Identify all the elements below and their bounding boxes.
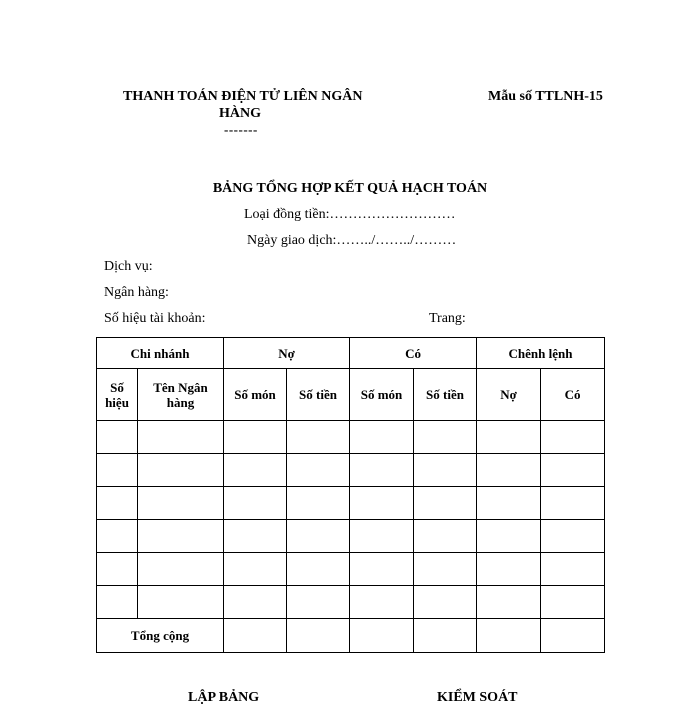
table-cell — [414, 454, 477, 487]
page-field: Trang: — [429, 311, 466, 326]
table-cell — [97, 454, 138, 487]
header-difference: Chênh lệnh — [477, 338, 605, 369]
table-cell — [541, 421, 605, 454]
table-cell — [224, 586, 287, 619]
total-label: Tổng cộng — [97, 619, 224, 653]
table-cell — [287, 487, 350, 520]
table-cell — [138, 487, 224, 520]
table-cell — [350, 520, 414, 553]
total-cell — [224, 619, 287, 653]
total-cell — [287, 619, 350, 653]
signature-controlled-by: KIỂM SOÁT — [437, 690, 518, 705]
summary-table — [96, 337, 605, 653]
document-title: BẢNG TỔNG HỢP KẾT QUẢ HẠCH TOÁN — [212, 181, 488, 196]
bank-field: Ngân hàng: — [104, 285, 169, 300]
table-cell — [287, 553, 350, 586]
service-field: Dịch vụ: — [104, 259, 153, 274]
table-cell — [224, 454, 287, 487]
table-cell — [541, 454, 605, 487]
header-debit: Nợ — [224, 338, 350, 369]
table-cell — [350, 487, 414, 520]
table-cell — [350, 421, 414, 454]
table-row — [97, 586, 605, 619]
form-code: Mẫu số TTLNH-15 — [488, 89, 603, 104]
header-bank-name: Tên Ngân hàng — [138, 369, 224, 421]
table-cell — [138, 586, 224, 619]
total-cell — [414, 619, 477, 653]
organization-divider: ------- — [224, 122, 258, 137]
table-cell — [477, 487, 541, 520]
table-cell — [224, 553, 287, 586]
account-number-field: Số hiệu tài khoản: — [104, 311, 206, 326]
header-diff-debit: Nợ — [477, 369, 541, 421]
table-body — [97, 421, 605, 619]
table-cell — [97, 553, 138, 586]
transaction-date-field: Ngày giao dịch:……../……../……… — [247, 233, 457, 248]
table-cell — [350, 553, 414, 586]
table-cell — [287, 454, 350, 487]
header-code: Số hiệu — [97, 369, 138, 421]
table-cell — [414, 586, 477, 619]
table-cell — [138, 421, 224, 454]
table-cell — [350, 586, 414, 619]
table-cell — [541, 520, 605, 553]
document-title-wrap — [0, 181, 700, 197]
header-debit-count: Số món — [224, 369, 287, 421]
total-row — [97, 619, 605, 653]
sub-header-row — [97, 369, 605, 421]
table-cell — [287, 520, 350, 553]
table-row — [97, 487, 605, 520]
group-header-row — [97, 338, 605, 369]
table-cell — [97, 586, 138, 619]
table-cell — [541, 553, 605, 586]
total-cell — [350, 619, 414, 653]
table-cell — [541, 487, 605, 520]
table-cell — [414, 553, 477, 586]
header-diff-credit: Có — [541, 369, 605, 421]
table-cell — [97, 421, 138, 454]
table-cell — [414, 487, 477, 520]
table-cell — [541, 586, 605, 619]
table-cell — [224, 520, 287, 553]
table-cell — [477, 586, 541, 619]
table-cell — [477, 520, 541, 553]
table-cell — [138, 454, 224, 487]
table-row — [97, 454, 605, 487]
table-cell — [138, 553, 224, 586]
table-cell — [138, 520, 224, 553]
table-row — [97, 520, 605, 553]
total-cell — [541, 619, 605, 653]
table-row — [97, 421, 605, 454]
table-cell — [477, 421, 541, 454]
table-cell — [97, 520, 138, 553]
total-cell — [477, 619, 541, 653]
header-credit-count: Số món — [350, 369, 414, 421]
organization-name: THANH TOÁN ĐIỆN TỬ LIÊN NGÂN — [123, 89, 363, 104]
signature-prepared-by: LẬP BẢNG — [188, 690, 260, 705]
table-cell — [224, 487, 287, 520]
table-cell — [414, 520, 477, 553]
table-cell — [224, 421, 287, 454]
table-cell — [350, 454, 414, 487]
table-cell — [287, 586, 350, 619]
header-branch: Chi nhánh — [97, 338, 224, 369]
table-row — [97, 553, 605, 586]
table-cell — [477, 553, 541, 586]
header-debit-amount: Số tiền — [287, 369, 350, 421]
table-cell — [477, 454, 541, 487]
header-credit: Có — [350, 338, 477, 369]
organization-name-cont: HÀNG — [219, 106, 261, 121]
table-cell — [287, 421, 350, 454]
header-credit-amount: Số tiền — [414, 369, 477, 421]
table-cell — [414, 421, 477, 454]
currency-field: Loại đồng tiền:……………………… — [244, 207, 456, 222]
table-cell — [97, 487, 138, 520]
